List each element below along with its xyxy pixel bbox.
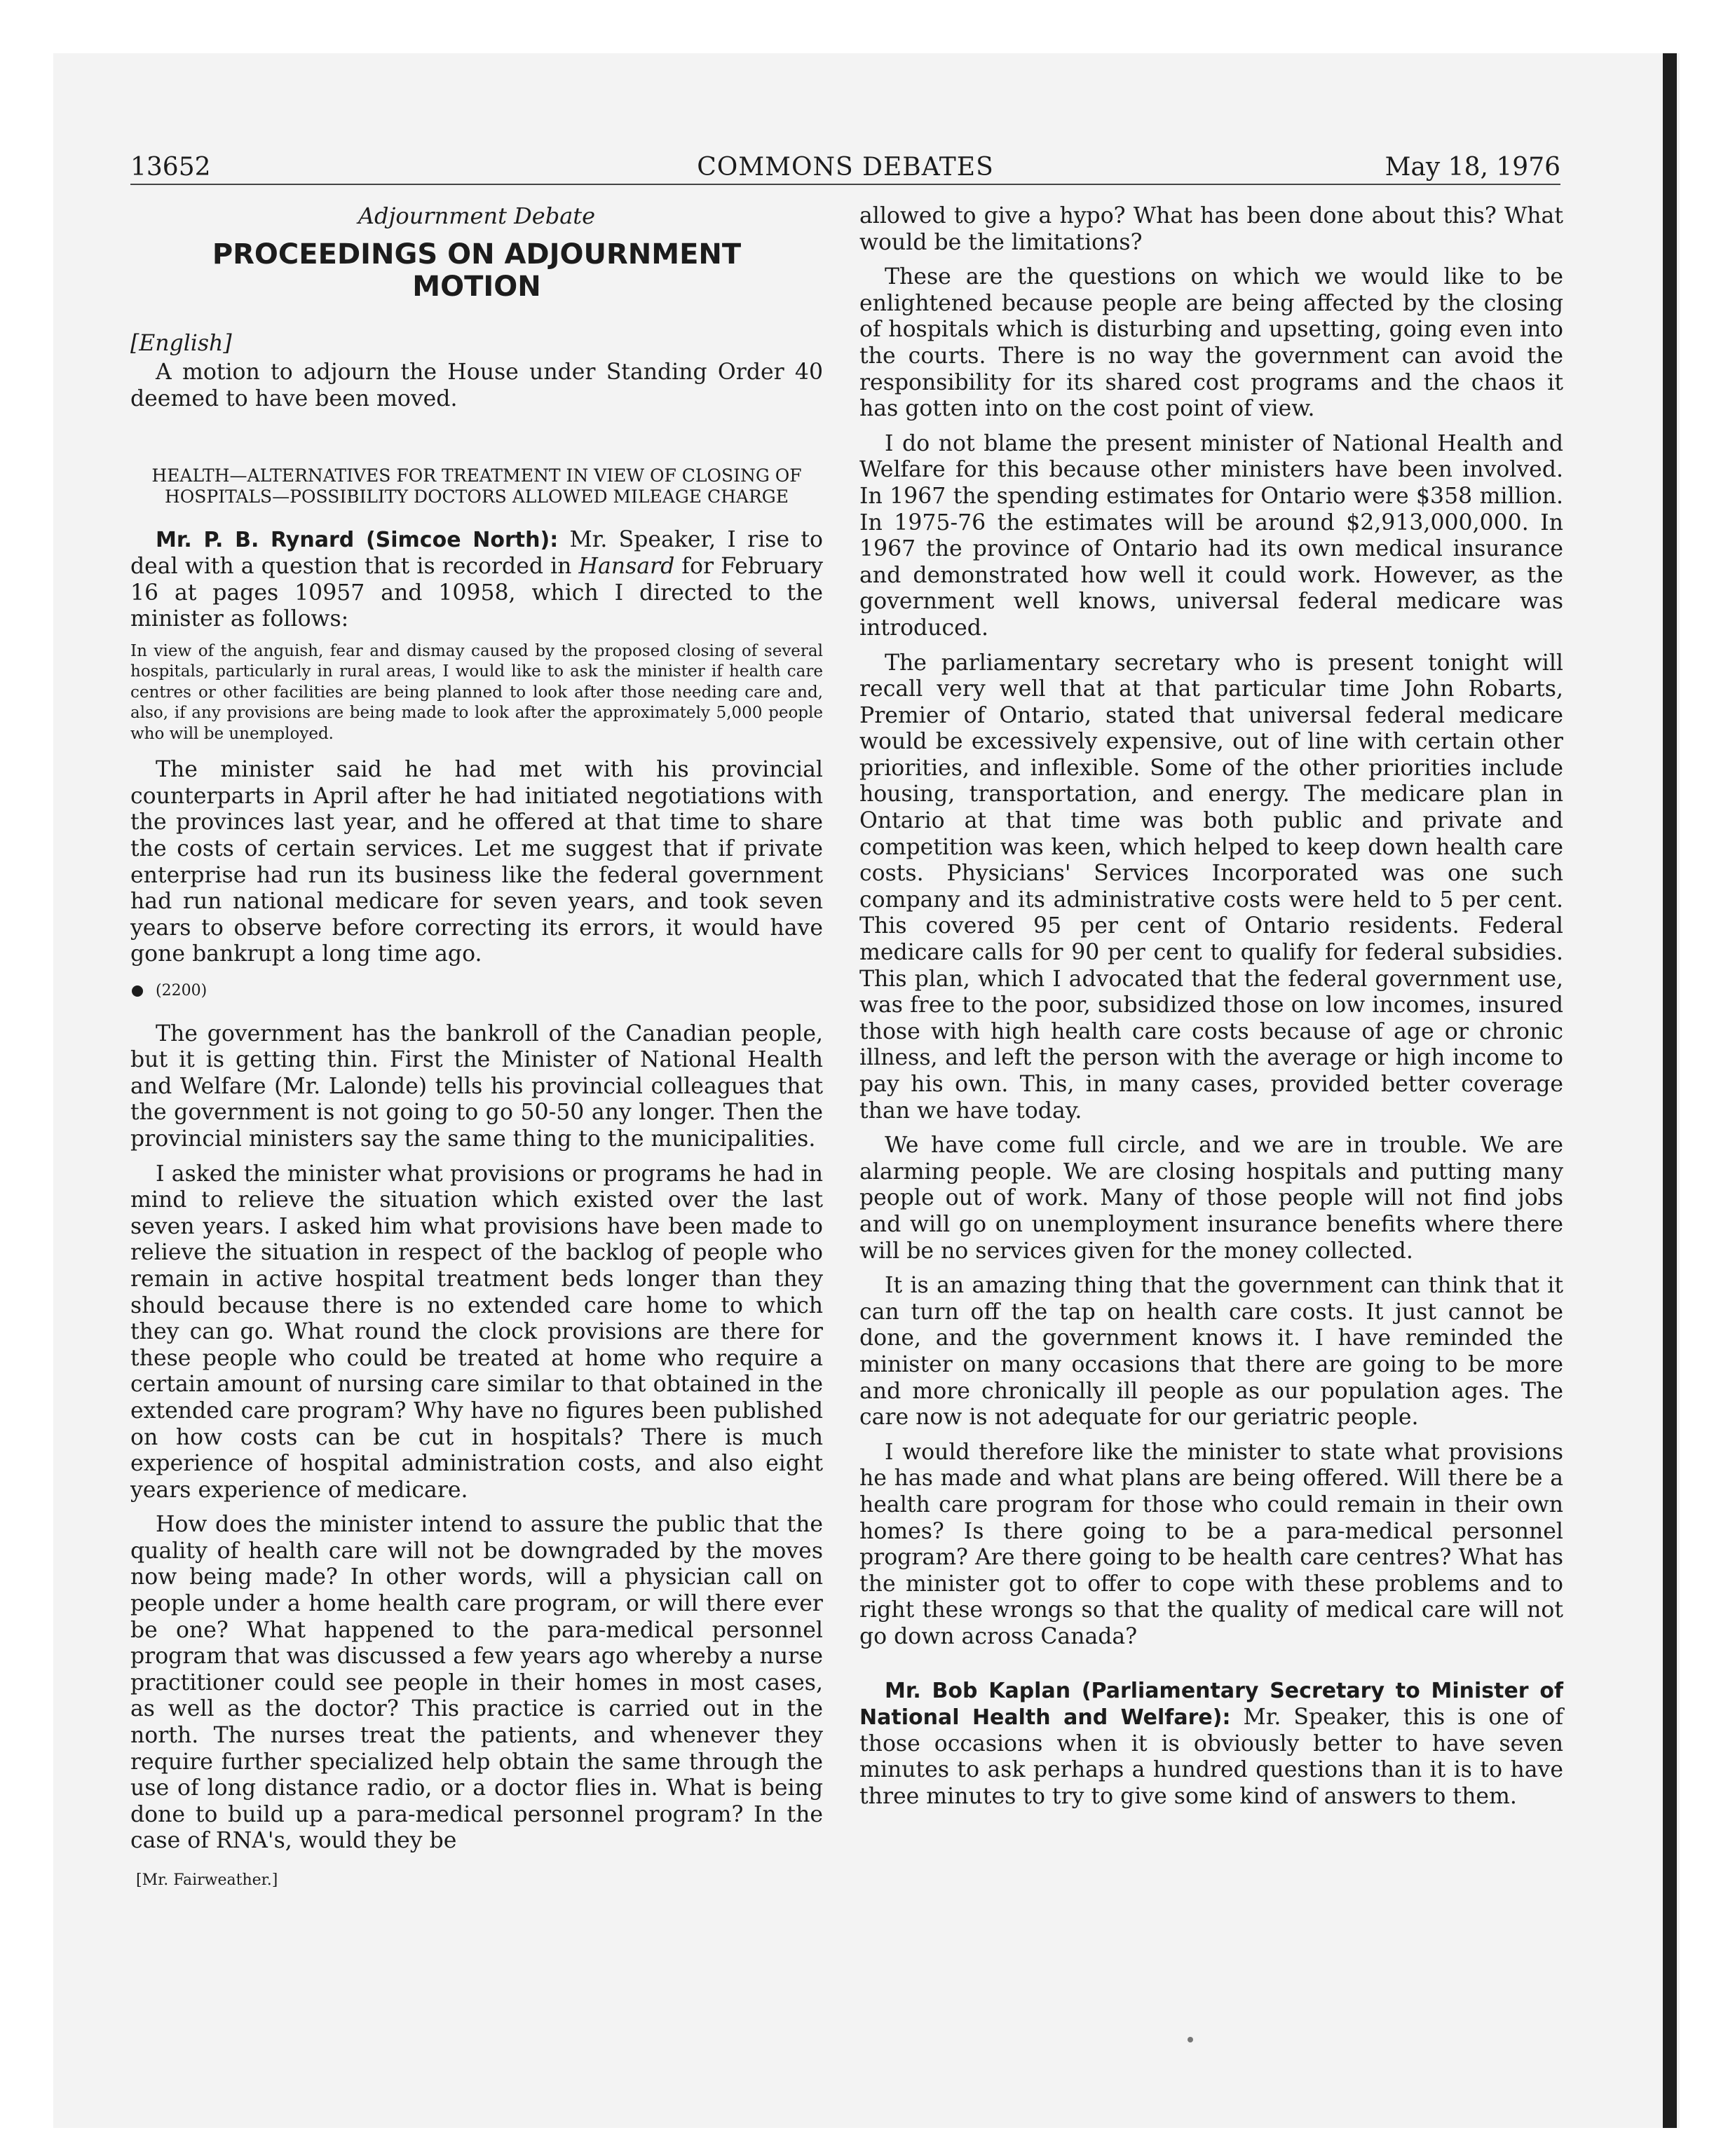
- speech-paragraph: We have come full circle, and we are in trouble. We are alarming people. We are closing hospitals and putting many people out of work. Many of those people will not find jobs and will go on unemployment insurance benefits where there will be no services given for the money collected.: [859, 1133, 1563, 1264]
- topic-heading: HEALTH—ALTERNATIVES FOR TREATMENT IN VIEW OF CLOSING OF HOSPITALS—POSSIBILITY DOCTORS ALLOWED MILEAGE CHARGE: [151, 465, 802, 507]
- hansard-reference: Hansard: [578, 553, 675, 579]
- speaker-name: Mr. P. B. Rynard (Simcoe North):: [156, 528, 559, 553]
- speech-paragraph: How does the minister intend to assure the public that the quality of health care will not be downgraded by the moves now being made? In other words, will a physician call on people under a home health care program, or will there ever be one? What happened to the para-medical personnel program that was discussed a few years ago whereby a nurse practitioner could see people in their homes in most cases, as well as the doctor? This practice is carried out in the north. The nurses treat the patients, and whenever they require further specialized help obtain the same through the use of long distance radio, or a doctor flies in. What is being done to build up a para-medical personnel program? In the case of RNA's, would they be: [130, 1512, 823, 1854]
- scan-speck: [1188, 2037, 1193, 2042]
- quoted-question: In view of the anguish, fear and dismay caused by the proposed closing of several hospitals, particularly in rural areas, I would like to ask the minister if health care centres or other facilities are being planned to look after those needing care and, also, if any provisions are being made to look after the approximately 5,000 people who will be unemployed.: [130, 641, 823, 743]
- speech-paragraph: I asked the minister what provisions or programs he had in mind to relieve the situation which existed over the last seven years. I asked him what provisions have been made to relieve the situation in respect of the backlog of people who remain in active hospital treatment beds longer than they should because there is no extended care home to which they can go. What round the clock provisions are there for these people who could be treated at home who require a certain amount of nursing care similar to that obtained in the extended care program? Why have no figures been published on how costs can be cut in hospitals? There is much experience of hospital administration costs, and also eight years experience of medicare.: [130, 1161, 823, 1503]
- motion-text: A motion to adjourn the House under Standing Order 40 deemed to have been moved.: [130, 360, 823, 411]
- author-tag: [Mr. Fairweather.]: [136, 1871, 278, 1889]
- publication-date: May 18, 1976: [1384, 153, 1560, 182]
- right-column: [859, 203, 1563, 1818]
- section-title: PROCEEDINGS ON ADJOURNMENT MOTION: [212, 238, 742, 303]
- scan-edge-bar: [1663, 53, 1677, 2128]
- speech-paragraph: These are the questions on which we would like to be enlightened because people are being affected by the closing of hospitals which is disturbing and upsetting, going even into the courts. There is no way the government can avoid the responsibility for its shared cost programs and the chaos it has gotten into on the cost point of view.: [859, 264, 1563, 422]
- speech-paragraph: The minister said he had met with his provincial counterparts in April after he had initiated negotiations with the provinces last year, and he offered at that time to share the costs of certain services. Let me suggest that if private enterprise had run its business like the federal government had run national medicare for seven years, and took seven years to observe before correcting its errors, it would have gone bankrupt a long time ago.: [130, 757, 823, 967]
- language-tag: [English]: [130, 330, 232, 356]
- left-column: [130, 203, 823, 1894]
- speech-paragraph: [859, 1678, 1563, 1810]
- page-header: [130, 153, 1560, 185]
- bullet-icon: [132, 985, 143, 997]
- speech-paragraph: allowed to give a hypo? What has been done about this? What would be the limitations?: [859, 203, 1563, 255]
- time-marker-text: (2200): [156, 982, 207, 999]
- speech-text: Mr. Speaker, I rise to deal with a question that is recorded in: [130, 527, 823, 579]
- page-number: 13652: [130, 153, 211, 182]
- time-marker: [130, 978, 823, 1004]
- publication-title: COMMONS DEBATES: [697, 153, 994, 182]
- paragraph-gap: [859, 1658, 1563, 1678]
- speech-text: for February 16 at pages 10957 and 10958, which I directed to the minister as follows:: [130, 553, 824, 632]
- speech-paragraph: The government has the bankroll of the Canadian people, but it is getting thin. First the Minister of National Health and Welfare (Mr. Lalonde) tells his provincial colleagues that the government is not going to go 50-50 any longer. Then the provincial ministers say the same thing to the municipalities.: [130, 1021, 823, 1152]
- speech-paragraph: I would therefore like the minister to state what provisions he has made and what plans are being offered. Will there be a health care program for those who could remain in their own homes? Is there going to be a para-medical personnel program? Are there going to be health care centres? What has the minister got to offer to cope with these problems and to right these wrongs so that the quality of medical care will not go down across Canada?: [859, 1439, 1563, 1649]
- speech-paragraph: I do not blame the present minister of National Health and Welfare for this because other ministers have been involved. In 1967 the spending estimates for Ontario were $358 million. In 1975-76 the estimates will be around $2,913,000,000. In 1967 the province of Ontario had its own medical insurance and demonstrated how well it could work. However, as the government well knows, universal federal medicare was introduced.: [859, 430, 1563, 641]
- speech-paragraph: [130, 527, 823, 632]
- speaker-name: Mr. Bob Kaplan (Parliamentary Secretary to Minister of National Health and Welfare):: [859, 1679, 1563, 1731]
- speech-paragraph: The parliamentary secretary who is present tonight will recall very well that at that particular time John Robarts, Premier of Ontario, stated that universal federal medicare would be excessively expensive, out of line with certain other priorities, and inflexible. Some of the other priorities include housing, transportation, and energy. The medicare plan in Ontario at that time was both public and private and competition was keen, which helped to keep down health care costs. Physicians' Services Incorporated was one such company and its administrative costs were held to 5 per cent. This covered 95 per cent of Ontario residents. Federal medicare calls for 90 per cent to qualify for federal subsidies. This plan, which I advocated that the federal government use, was free to the poor, subsidized those on low incomes, insured those with high health care costs because of age or chronic illness, and left the person with the average or high income to pay his own. This, in many cases, provided better coverage than we have today.: [859, 650, 1563, 1124]
- speech-paragraph: It is an amazing thing that the government can think that it can turn off the tap on health care costs. It just cannot be done, and the government knows it. I have reminded the minister on many occasions that there are going to be more and more chronically ill people as our population ages. The care now is not adequate for our geriatric people.: [859, 1273, 1563, 1431]
- section-label: Adjournment Debate: [358, 203, 596, 229]
- speech-text: Mr. Speaker, this is one of those occasions when it is obviously better to have seven minutes to ask perhaps a hundred questions than it is to have three minutes to try to give some kind of answers to them.: [859, 1705, 1563, 1809]
